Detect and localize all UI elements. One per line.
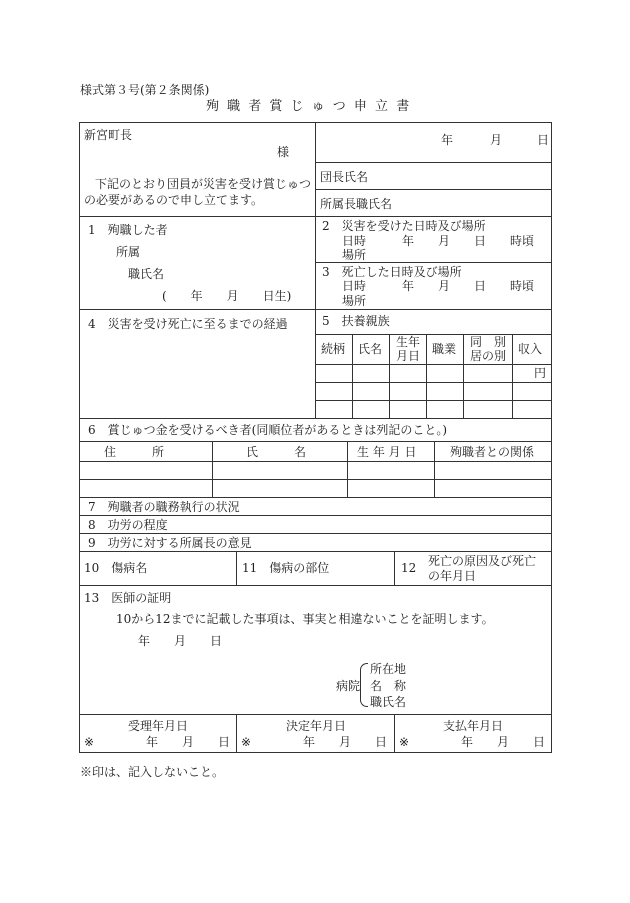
item4-heading: 4 災害を受け死亡に至るまでの経過 [88,317,288,331]
item1-affiliation: 所属 [116,245,141,259]
hospital-brace [360,663,368,707]
item13-heading: 13 医師の証明 [84,591,172,605]
item3-place: 場所 [342,294,367,308]
doctor-name: 職氏名 [370,695,407,709]
form-number: 様式第３号(第２条関係) [80,83,210,97]
decided-ymd: 年 月 日 [303,735,388,749]
superior-name-label: 所属長職氏名 [320,197,393,211]
date-year: 年 [441,133,454,147]
received-ymd: 年 月 日 [146,735,231,749]
decided-date-label: 決定年月日 [286,719,347,733]
col-name: 氏名 [358,342,383,356]
item2-datetime: 日時 年 月 日 時頃 [342,234,535,248]
item2-heading: 2 災害を受けた日時及び場所 [322,219,486,233]
col-living-line2: 居の別 [470,349,507,363]
item2-place: 場所 [342,248,367,262]
yen-label: 円 [534,366,547,380]
hospital-location: 所在地 [370,662,407,676]
item5-heading: 5 扶養親族 [322,314,390,328]
item3-heading: 3 死亡した日時及び場所 [322,265,462,279]
chief-name-label: 団長氏名 [320,170,369,184]
addressee: 新宮町長 [84,128,133,142]
item6-heading: 6 賞じゅつ金を受けるべき者(同順位者があるときは列記のこと。) [88,423,448,437]
col-beneficiary-relation: 殉職者との関係 [450,445,535,459]
footnote: ※印は、記入しないこと。 [80,765,225,779]
item8-label: 8 功労の程度 [88,518,168,532]
item9-label: 9 功労に対する所属長の意見 [88,536,252,550]
col-birth-line1: 生年 [396,335,421,349]
item7-label: 7 殉職者の職務執行の状況 [88,500,240,514]
item12-line2: の年月日 [428,569,477,583]
hospital-label: 病院 [336,679,361,693]
paid-date-label: 支払年月日 [443,719,504,733]
date-day: 日 [537,133,550,147]
statement-line1: 下記のとおり団員が災害を受け賞じゅつ [95,177,312,191]
col-income: 収入 [518,342,543,356]
item12-line1: 死亡の原因及び死亡 [428,554,537,568]
col-job: 職業 [432,342,457,356]
col-beneficiary-name: 氏 名 [246,445,307,459]
date-month: 月 [490,133,503,147]
col-beneficiary-birth: 生 年 月 日 [357,445,417,459]
col-relation: 続柄 [321,342,346,356]
paid-mark: ※ [399,735,410,749]
item13-date: 年 月 日 [138,634,223,648]
item3-datetime: 日時 年 月 日 時頃 [342,279,535,293]
item12-number: 12 [401,561,417,575]
received-mark: ※ [84,735,95,749]
received-date-label: 受理年月日 [128,719,189,733]
item1-heading: 1 殉職した者 [88,223,168,237]
sama-label: 様 [277,145,290,159]
col-address: 住 所 [104,445,165,459]
col-living-line1: 同 別 [470,335,507,349]
item1-title-name: 職氏名 [128,267,165,281]
paid-ymd: 年 月 日 [461,735,546,749]
item10-label: 10 傷病名 [84,561,148,575]
item11-label: 11 傷病の部位 [242,561,330,575]
item13-statement: 10から12までに記載した事項は、事実と相違ないことを証明します。 [116,612,494,626]
item1-birth: ( 年 月 日生) [162,289,292,303]
col-birth-line2: 月日 [396,349,421,363]
statement-line2: の必要があるので申し立てます。 [84,193,264,207]
form-title: 殉 職 者 賞 じ ゅ つ 申 立 書 [206,99,412,114]
decided-mark: ※ [241,735,252,749]
hospital-name: 名 称 [370,679,407,693]
